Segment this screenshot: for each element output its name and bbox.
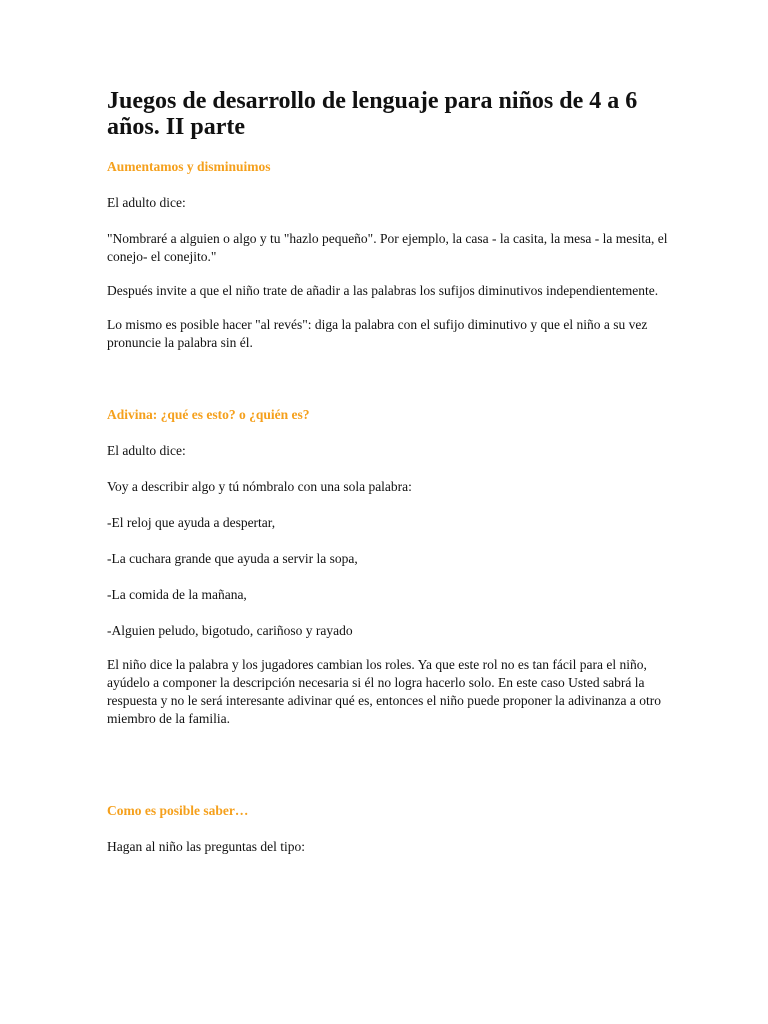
section-heading-como-es-posible: Como es posible saber…: [107, 803, 249, 818]
section-heading-aumentamos: Aumentamos y disminuimos: [107, 159, 271, 174]
paragraph: El adulto dice:: [107, 443, 186, 458]
paragraph: Hagan al niño las preguntas del tipo:: [107, 839, 305, 854]
list-item: -La cuchara grande que ayuda a servir la sopa,: [107, 551, 358, 566]
paragraph: Voy a describir algo y tú nómbralo con una sola palabra:: [107, 479, 412, 494]
section-heading-adivina: Adivina: ¿qué es esto? o ¿quién es?: [107, 407, 310, 422]
paragraph: Lo mismo es posible hacer "al revés": diga la palabra con el sufijo diminutivo y que el niño a su vez pronuncie la palabra sin él.: [107, 317, 648, 350]
paragraph: El adulto dice:: [107, 195, 186, 210]
list-item: -Alguien peludo, bigotudo, cariñoso y rayado: [107, 623, 353, 638]
page-title: Juegos de desarrollo de lenguaje para niños de 4 a 6 años. II parte: [107, 88, 638, 140]
list-item: -La comida de la mañana,: [107, 587, 247, 602]
paragraph: Después invite a que el niño trate de añadir a las palabras los sufijos diminutivos independientemente.: [107, 283, 659, 298]
paragraph: "Nombraré a alguien o algo y tu "hazlo pequeño". Por ejemplo, la casa - la casita, la mesa - la mesita, el conejo- el conejito.": [107, 231, 668, 264]
paragraph: El niño dice la palabra y los jugadores cambian los roles. Ya que este rol no es tan fácil para el niño, ayúdelo a componer la descripción necesaria si él no logra hacerlo solo. En este caso Usted sabrá la respuesta y no le será interesante adivinar qué es, entonces el niño puede proponer la adivinanza a otro miembro de la familia.: [107, 657, 662, 726]
list-item: -El reloj que ayuda a despertar,: [107, 515, 276, 530]
